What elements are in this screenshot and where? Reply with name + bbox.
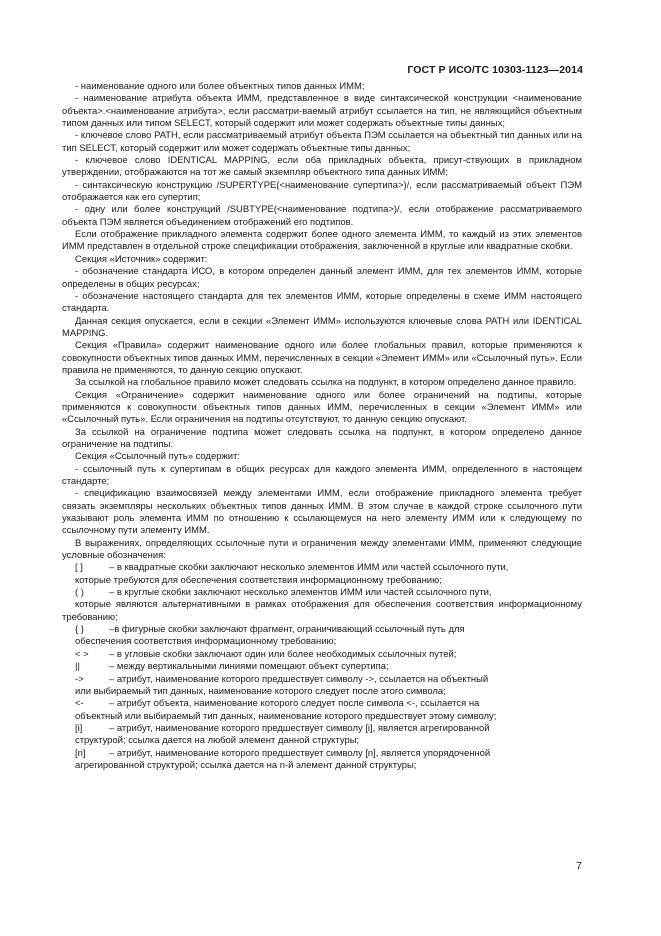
symbol: [n]	[75, 747, 86, 759]
symbol-line	[62, 698, 582, 710]
symbol-text-continued: которые являются альтернативными в рамках отображения для обеспечения соответствия информационному требованию;	[62, 599, 582, 623]
list-item: - обозначение стандарта ИСО, в котором определен данный элемент ИММ, для тех элементов ИММ, которые определены в общих ресурсах;	[62, 266, 582, 290]
symbol-text: –в фигурные скобки заключают фрагмент, ограничивающий ссылочный путь для	[109, 624, 465, 636]
symbol-line	[62, 723, 582, 735]
symbol-definition	[62, 587, 582, 624]
list-item: - обозначение настоящего стандарта для тех элементов ИММ, которые определены в схеме ИММ настоящего стандарта.	[62, 290, 582, 315]
symbol-definition	[62, 698, 582, 723]
document-header: ГОСТ Р ИСО/ТС 10303-1123—2014	[407, 64, 583, 76]
symbol-line	[62, 562, 582, 574]
document-body	[62, 81, 582, 772]
paragraph: Секция «Источник» содержит:	[75, 253, 208, 265]
symbol: [i]	[75, 722, 83, 734]
list-item: - наименование атрибута объекта ИММ, представленное в виде синтаксической конструкции <наименование объекта>.<наименование атрибута>, если рассматри-ваемый атрибут ссылается на тип, не являющийся объектным типом данных или типом SELECT, который содержит или может содержать объектные типы данных;	[62, 93, 582, 130]
list-item: - одну или более конструкций /SUBTYPE(<наименование подтипа>)/, если отображение рассматриваемого объекта ПЭМ является объединением отображений его подтипов.	[62, 204, 582, 228]
paragraph: Данная секция опускается, если в секции «Элемент ИММ» используются ключевые слова PATH или IDENTICAL MAPPING.	[62, 315, 582, 339]
symbol-line	[62, 748, 582, 760]
symbol-text-continued: обеспечения соответствия информационному требованию;	[75, 636, 337, 648]
symbol-definition	[62, 624, 582, 649]
symbol-line	[62, 649, 582, 661]
symbol-text-continued: объектный или выбираемый тип данных, наименование которого предшествует этому символу;	[75, 710, 497, 722]
symbol-definition	[62, 649, 582, 661]
list-item: - синтаксическую конструкцию /SUPERTYPE(<наименование супертипа>)/, если рассматриваемый объект ПЭМ отображается как его супертип;	[62, 179, 582, 204]
symbol-text: – в угловые скобки заключают один или более необходимых ссылочных путей;	[109, 648, 457, 660]
symbol: ||	[75, 661, 80, 673]
list-item: - спецификацию взаимосвязей между элементами ИММ, если отображение прикладного элемента требует связать экземпляры нескольких объектных типов данных ИММ. В этом случае в каждой строке ссылочного пути указывают роль элемента ИММ по отношению к ссылающемуся на него элементу ИММ или к следующему по ссылочному пути элементу ИММ.	[62, 488, 582, 537]
symbol-text: – атрибут, наименование которого предшествует символу ->, ссылается на объектный	[109, 673, 489, 685]
symbol: < >	[75, 648, 89, 660]
paragraph: Секция «Правила» содержит наименование одного или более глобальных правил, которые применяются к совокупности объектных типов данных ИММ, перечисленных в секции «Элемент ИММ» или «Ссылочный путь». Если правила не применяются, то данную секцию опускают.	[62, 340, 582, 376]
symbol-text: – в квадратные скобки заключают несколько элементов ИММ или частей ссылочного пути,	[109, 562, 509, 574]
paragraph: За ссылкой на ограничение подтипа может следовать ссылка на подпункт, в котором определено данное ограничение на подтипы.	[62, 426, 582, 450]
page-number: 7	[576, 860, 582, 872]
paragraph: Секция «Ограничение» содержит наименование одного или более ограничений на подтипы, которые применяются к совокупности объектных типов данных ИММ, перечисленных в секции «Элемент ИММ» или «Ссылочный путь». Если ограничения на подтипы отсутствуют, то данную секцию опускают.	[62, 389, 582, 426]
symbol: [ ]	[75, 562, 83, 574]
symbol-text: – атрибут, наименование которого предшествует символу [i], является агрегированной	[109, 722, 490, 734]
symbol-definition	[62, 674, 582, 699]
list-item: - ключевое слово IDENTICAL MAPPING, если оба прикладных объекта, присут-ствующих в прикладном утверждении, отображаются на тот же самый экземпляр объектного типа данных ИММ;	[62, 155, 582, 179]
symbol: ->	[75, 673, 84, 685]
symbol-definition	[62, 562, 582, 587]
symbol: { }	[75, 624, 84, 636]
list-item: - ссылочный путь к супертипам в общих ресурсах для каждого элемента ИММ, определенного в настоящем стандарте;	[62, 463, 582, 487]
symbol-text: – атрибут, наименование которого предшествует символу [n], является упорядоченной	[109, 747, 491, 759]
paragraph: За ссылкой на глобальное правило может следовать ссылка на подпункт, в котором определено данное правило.	[75, 377, 577, 389]
symbol-text: – атрибут объекта, наименование которого следует после символа <-, ссылается на	[109, 698, 480, 710]
symbol-text-continued: структурой; ссылка дается на любой элемент данной структуры;	[75, 735, 360, 747]
symbol-text-continued: которые требуются для обеспечения соответствия информационному требованию;	[75, 574, 442, 586]
symbol-text: – в круглые скобки заключают несколько элементов ИММ или частей ссылочного пути,	[109, 587, 492, 599]
symbol: <-	[75, 698, 84, 710]
paragraph: В выражениях, определяющих ссылочные пути и ограничения между элементами ИММ, применяют следующие условные обозначения:	[62, 537, 582, 562]
symbol: ( )	[75, 587, 84, 599]
symbol-line	[62, 587, 582, 599]
symbol-definition	[62, 723, 582, 748]
symbol-line	[62, 674, 582, 686]
symbol-text-continued: или выбираемый тип данных, наименование которого следует после этого символа;	[75, 685, 446, 697]
paragraph: Если отображение прикладного элемента содержит более одного элемента ИММ, то каждый из этих элементов ИММ представлен в отдельной строке спецификации отображения, заключенной в круглые или квадратные скобки.	[62, 229, 582, 253]
paragraph: Секция «Ссылочный путь» содержит:	[75, 451, 240, 463]
symbol-line	[62, 624, 582, 636]
symbol-definition	[62, 748, 582, 773]
symbol-text: – между вертикальными линиями помещают объект супертипа;	[109, 661, 389, 673]
symbol-text-continued: агрегированной структурой; ссылка дается на n-й элемент данной структуры;	[75, 759, 417, 771]
list-item: - ключевое слово PATH, если рассматриваемый атрибут объекта ПЭМ ссылается на объектный тип данных или на тип SELECT, который содержит или может содержать объектные типы данных;	[62, 130, 582, 154]
list-item: - наименование одного или более объектных типов данных ИММ;	[75, 81, 365, 92]
symbol-definition	[62, 661, 582, 673]
symbol-line	[62, 661, 582, 673]
